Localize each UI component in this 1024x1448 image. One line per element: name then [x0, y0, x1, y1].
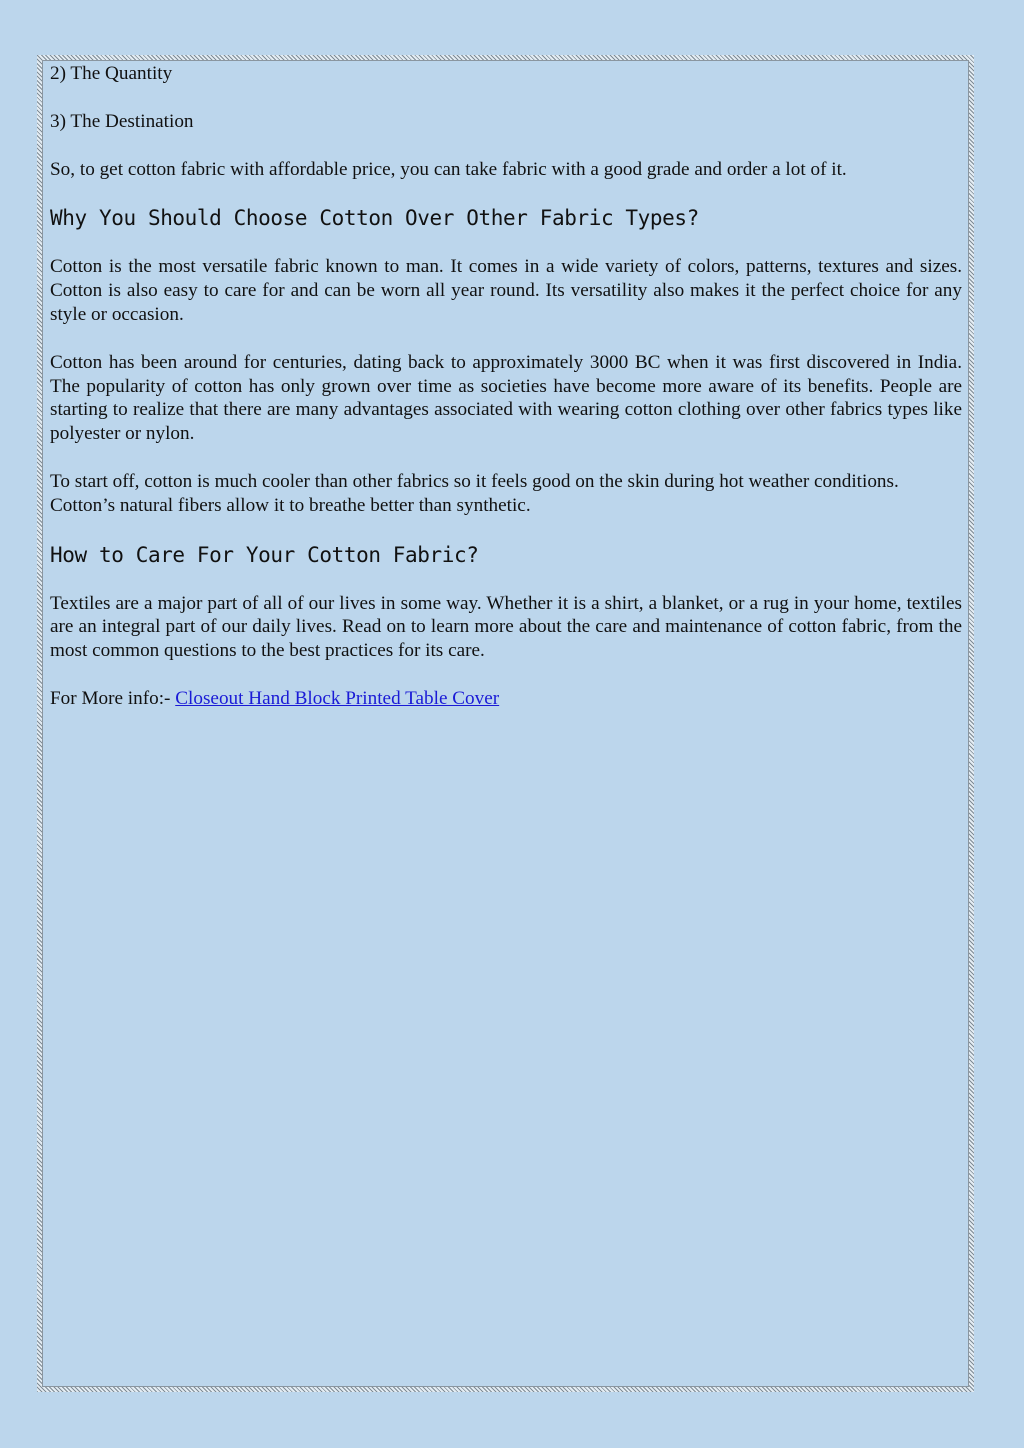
paragraph-textiles: Textiles are a major part of all of our lives in some way. Whether it is a shirt, a blanket, or a rug in your home, textiles are an integral part of our daily lives. Read on to learn more about the care and maintenance of cotton fabric, from the most common questions to the best practices for its care. — [50, 592, 962, 662]
paragraph-history: Cotton has been around for centuries, dating back to approximately 3000 BC when it was first discovered in India. The popularity of cotton has only grown over time as societies have become more aware of its benefits. People are starting to realize that there are many advantages associated with wearing cotton clothing over other fabrics types like polyester or nylon. — [50, 351, 962, 445]
paragraph-cooler: To start off, cotton is much cooler than other fabrics so it feels good on the skin during hot weather conditions. Cotton’s natural fibers allow it to breathe better than synthetic. — [50, 470, 899, 516]
more-info-label: For More info:- — [50, 687, 176, 709]
more-info-line — [50, 687, 962, 711]
paragraph-versatility: Cotton is the most versatile fabric known to man. It comes in a wide variety of colors, patterns, textures and sizes. Cotton is also easy to care for and can be worn all year round. Its versatility also makes it the perfect choice for any style or occasion. — [50, 256, 962, 325]
intro-paragraph: So, to get cotton fabric with affordable price, you can take fabric with a good grade and order a lot of it. — [50, 158, 847, 180]
section-heading-care: How to Care For Your Cotton Fabric? — [50, 542, 479, 567]
list-item-quantity: 2) The Quantity — [50, 63, 173, 84]
more-info-link[interactable]: Closeout Hand Block Printed Table Cover — [175, 687, 500, 709]
section-heading-why-cotton: Why You Should Choose Cotton Over Other Fabric Types? — [50, 206, 699, 231]
document-body — [50, 62, 962, 735]
list-item-destination: 3) The Destination — [50, 110, 194, 132]
